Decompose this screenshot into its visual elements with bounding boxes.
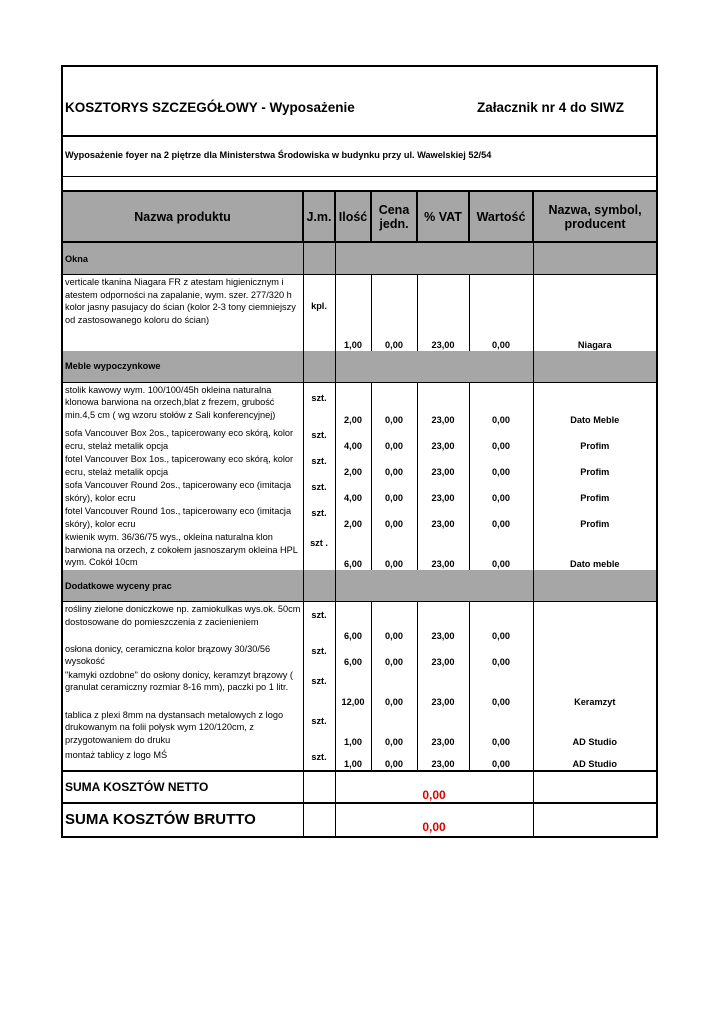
item-unit-text: szt.	[311, 751, 327, 762]
item-unit	[303, 382, 335, 426]
item-description: montaż tablicy z logo MŚ	[65, 749, 168, 760]
gross-total-value: 0,00	[335, 803, 533, 836]
table-row	[63, 478, 656, 504]
item-unit	[303, 668, 335, 708]
item-unit-text: szt.	[311, 675, 327, 686]
net-total-label: SUMA KOSZTÓW NETTO	[63, 771, 303, 803]
col-header-price: Cena jedn.	[371, 192, 417, 242]
item-vat: 23,00	[417, 668, 469, 708]
item-description: sofa Vancouver Round 2os., tapicerowany eco (imitacja skóry), kolor ecru	[65, 480, 292, 503]
table-row	[63, 275, 656, 351]
item-value: 0,00	[469, 602, 533, 642]
title-row	[63, 67, 656, 137]
item-description: tablica z plexi 8mm na dystansach metalowych z logo drukowanym na folii połysk wym 120/120cm, z przygotowaniem do druku	[65, 709, 284, 745]
section-label: Meble wypoczynkowe	[63, 351, 303, 383]
item-producer: Keramzyt	[533, 668, 656, 708]
item-price: 0,00	[371, 708, 417, 748]
table-row	[63, 748, 656, 771]
item-vat: 23,00	[417, 478, 469, 504]
item-price: 0,00	[371, 452, 417, 478]
item-description: "kamyki ozdobne" do osłony donicy, keramzyt brązowy ( granulat ceramiczny rozmiar 8-16 mm), paczki po 1 litr.	[65, 669, 293, 692]
item-producer: Profim	[533, 478, 656, 504]
item-value: 0,00	[469, 426, 533, 452]
table-row	[63, 426, 656, 452]
item-price: 0,00	[371, 275, 417, 351]
item-qty: 2,00	[335, 452, 371, 478]
item-description: fotel Vancouver Box 1os., tapicerowany eco skórą, kolor ecru, stelaż metalik opcja	[65, 454, 294, 477]
item-vat: 23,00	[417, 602, 469, 642]
section-row	[63, 351, 656, 383]
item-unit	[303, 642, 335, 668]
item-value: 0,00	[469, 708, 533, 748]
item-unit	[303, 504, 335, 530]
item-qty: 6,00	[335, 530, 371, 570]
col-header-vat: % VAT	[417, 192, 469, 242]
item-producer: Niagara	[533, 275, 656, 351]
table-row	[63, 708, 656, 748]
item-price: 0,00	[371, 504, 417, 530]
item-price: 0,00	[371, 748, 417, 771]
item-qty: 1,00	[335, 748, 371, 771]
item-price: 0,00	[371, 382, 417, 426]
net-total-row	[63, 771, 656, 803]
col-header-unit: J.m.	[303, 192, 335, 242]
table-row	[63, 452, 656, 478]
item-description: rośliny zielone doniczkowe np. zamiokulkas wys.ok. 50cm dostosowane do pomieszczenia z zacienieniem	[65, 604, 301, 627]
section-cell	[533, 242, 656, 275]
gross-total-producer-cell	[533, 803, 656, 836]
item-producer: Profim	[533, 426, 656, 452]
item-price: 0,00	[371, 642, 417, 668]
net-total-producer-cell	[533, 771, 656, 803]
item-qty: 4,00	[335, 478, 371, 504]
section-cell	[303, 242, 335, 275]
item-qty: 2,00	[335, 504, 371, 530]
item-description: kwienik wym. 36/36/75 wys., okleina naturalna klon barwiona na orzech, z cokołem jasnoszarym okleina HPL wym. Cokół 10cm	[65, 532, 298, 567]
section-cell	[533, 351, 656, 383]
annex-label: Załacznik nr 4 do SIWZ	[477, 100, 625, 115]
item-value: 0,00	[469, 668, 533, 708]
gross-total-row	[63, 803, 656, 836]
section-cell	[335, 351, 533, 383]
subtitle-row	[63, 137, 656, 177]
col-header-producer: Nazwa, symbol, producent	[533, 192, 656, 242]
item-value: 0,00	[469, 478, 533, 504]
item-unit-text: szt.	[311, 610, 327, 620]
item-price: 0,00	[371, 668, 417, 708]
item-vat: 23,00	[417, 748, 469, 771]
table-row	[63, 602, 656, 642]
spacer-row	[63, 177, 656, 192]
item-description: stolik kawowy wym. 100/100/45h okleina naturalna klonowa barwiona na orzech,blat z frezem, grubość min.4,5 cm ( wg wzoru stołów z Sali konferencyjnej)	[65, 384, 276, 420]
item-qty: 2,00	[335, 382, 371, 426]
item-value: 0,00	[469, 642, 533, 668]
item-producer: Profim	[533, 452, 656, 478]
net-total-unit-cell	[303, 771, 335, 803]
section-cell	[335, 242, 533, 275]
item-vat: 23,00	[417, 426, 469, 452]
col-header-name: Nazwa produktu	[63, 192, 303, 242]
item-price: 0,00	[371, 602, 417, 642]
item-vat: 23,00	[417, 452, 469, 478]
item-unit-text: szt.	[311, 645, 327, 656]
section-label: Dodatkowe wyceny prac	[63, 570, 303, 602]
table-row	[63, 504, 656, 530]
table-row	[63, 530, 656, 570]
section-label: Okna	[63, 242, 303, 275]
document-subtitle: Wyposażenie foyer na 2 piętrze dla Ministerstwa Środowiska w budynku przy ul. Wawelskiej 52/54	[65, 150, 492, 160]
item-unit-text: szt .	[310, 538, 328, 548]
item-qty: 6,00	[335, 602, 371, 642]
item-value: 0,00	[469, 452, 533, 478]
net-total-value: 0,00	[335, 771, 533, 803]
item-unit	[303, 530, 335, 570]
item-producer: AD Studio	[533, 708, 656, 748]
item-unit-text: szt.	[311, 715, 327, 726]
item-value: 0,00	[469, 504, 533, 530]
section-cell	[303, 570, 335, 602]
item-unit	[303, 602, 335, 642]
item-description: fotel Vancouver Round 1os., tapicerowany eco (imitacja skóry), kolor ecru	[65, 506, 292, 529]
item-vat: 23,00	[417, 708, 469, 748]
item-value: 0,00	[469, 748, 533, 771]
gross-total-unit-cell	[303, 803, 335, 836]
item-value: 0,00	[469, 530, 533, 570]
item-vat: 23,00	[417, 275, 469, 351]
gross-total-label: SUMA KOSZTÓW BRUTTO	[63, 803, 303, 836]
col-header-qty: Ilość	[335, 192, 371, 242]
table-row	[63, 668, 656, 708]
item-producer	[533, 602, 656, 642]
table-header	[63, 192, 656, 242]
item-unit	[303, 708, 335, 748]
item-price: 0,00	[371, 478, 417, 504]
item-unit-text: szt.	[311, 392, 327, 403]
cost-estimate-sheet	[61, 65, 658, 838]
item-unit-text: kpl.	[311, 301, 327, 311]
item-unit-text: szt.	[311, 482, 327, 492]
item-unit-text: szt.	[311, 430, 327, 440]
item-price: 0,00	[371, 530, 417, 570]
item-vat: 23,00	[417, 382, 469, 426]
item-description: sofa Vancouver Box 2os., tapicerowany eco skórą, kolor ecru, stelaż metalik opcja	[65, 428, 294, 451]
item-unit-text: szt.	[311, 456, 327, 466]
item-qty: 1,00	[335, 275, 371, 351]
col-header-value: Wartość	[469, 192, 533, 242]
item-producer: Profim	[533, 504, 656, 530]
item-unit	[303, 426, 335, 452]
item-vat: 23,00	[417, 530, 469, 570]
section-cell	[303, 351, 335, 383]
item-producer	[533, 642, 656, 668]
item-vat: 23,00	[417, 504, 469, 530]
item-unit	[303, 478, 335, 504]
item-producer: Dato meble	[533, 530, 656, 570]
item-unit-text: szt.	[311, 508, 327, 518]
section-row	[63, 242, 656, 275]
item-description: verticale tkanina Niagara FR z atestam higienicznym i atestem odporności na zapalanie, wym. szer. 277/320 h kolor jasny pasujacy do ścian (kolor 2-3 tony ciemniejszy od zastosowanego koloru do ścian)	[65, 277, 296, 325]
item-price: 0,00	[371, 426, 417, 452]
item-unit	[303, 452, 335, 478]
section-cell	[533, 570, 656, 602]
item-value: 0,00	[469, 382, 533, 426]
table-row	[63, 642, 656, 668]
cost-table	[63, 192, 656, 836]
item-qty: 12,00	[335, 668, 371, 708]
section-row	[63, 570, 656, 602]
item-qty: 4,00	[335, 426, 371, 452]
item-vat: 23,00	[417, 642, 469, 668]
section-cell	[335, 570, 533, 602]
item-qty: 1,00	[335, 708, 371, 748]
item-unit	[303, 748, 335, 771]
item-producer: Dato Meble	[533, 382, 656, 426]
item-description: osłona donicy, ceramiczna kolor brązowy 30/30/56 wysokość	[65, 643, 271, 666]
document-title: KOSZTORYS SZCZEGÓŁOWY - Wyposażenie	[65, 100, 355, 115]
item-qty: 6,00	[335, 642, 371, 668]
table-row	[63, 382, 656, 426]
item-producer: AD Studio	[533, 748, 656, 771]
item-value: 0,00	[469, 275, 533, 351]
item-unit	[303, 275, 335, 351]
